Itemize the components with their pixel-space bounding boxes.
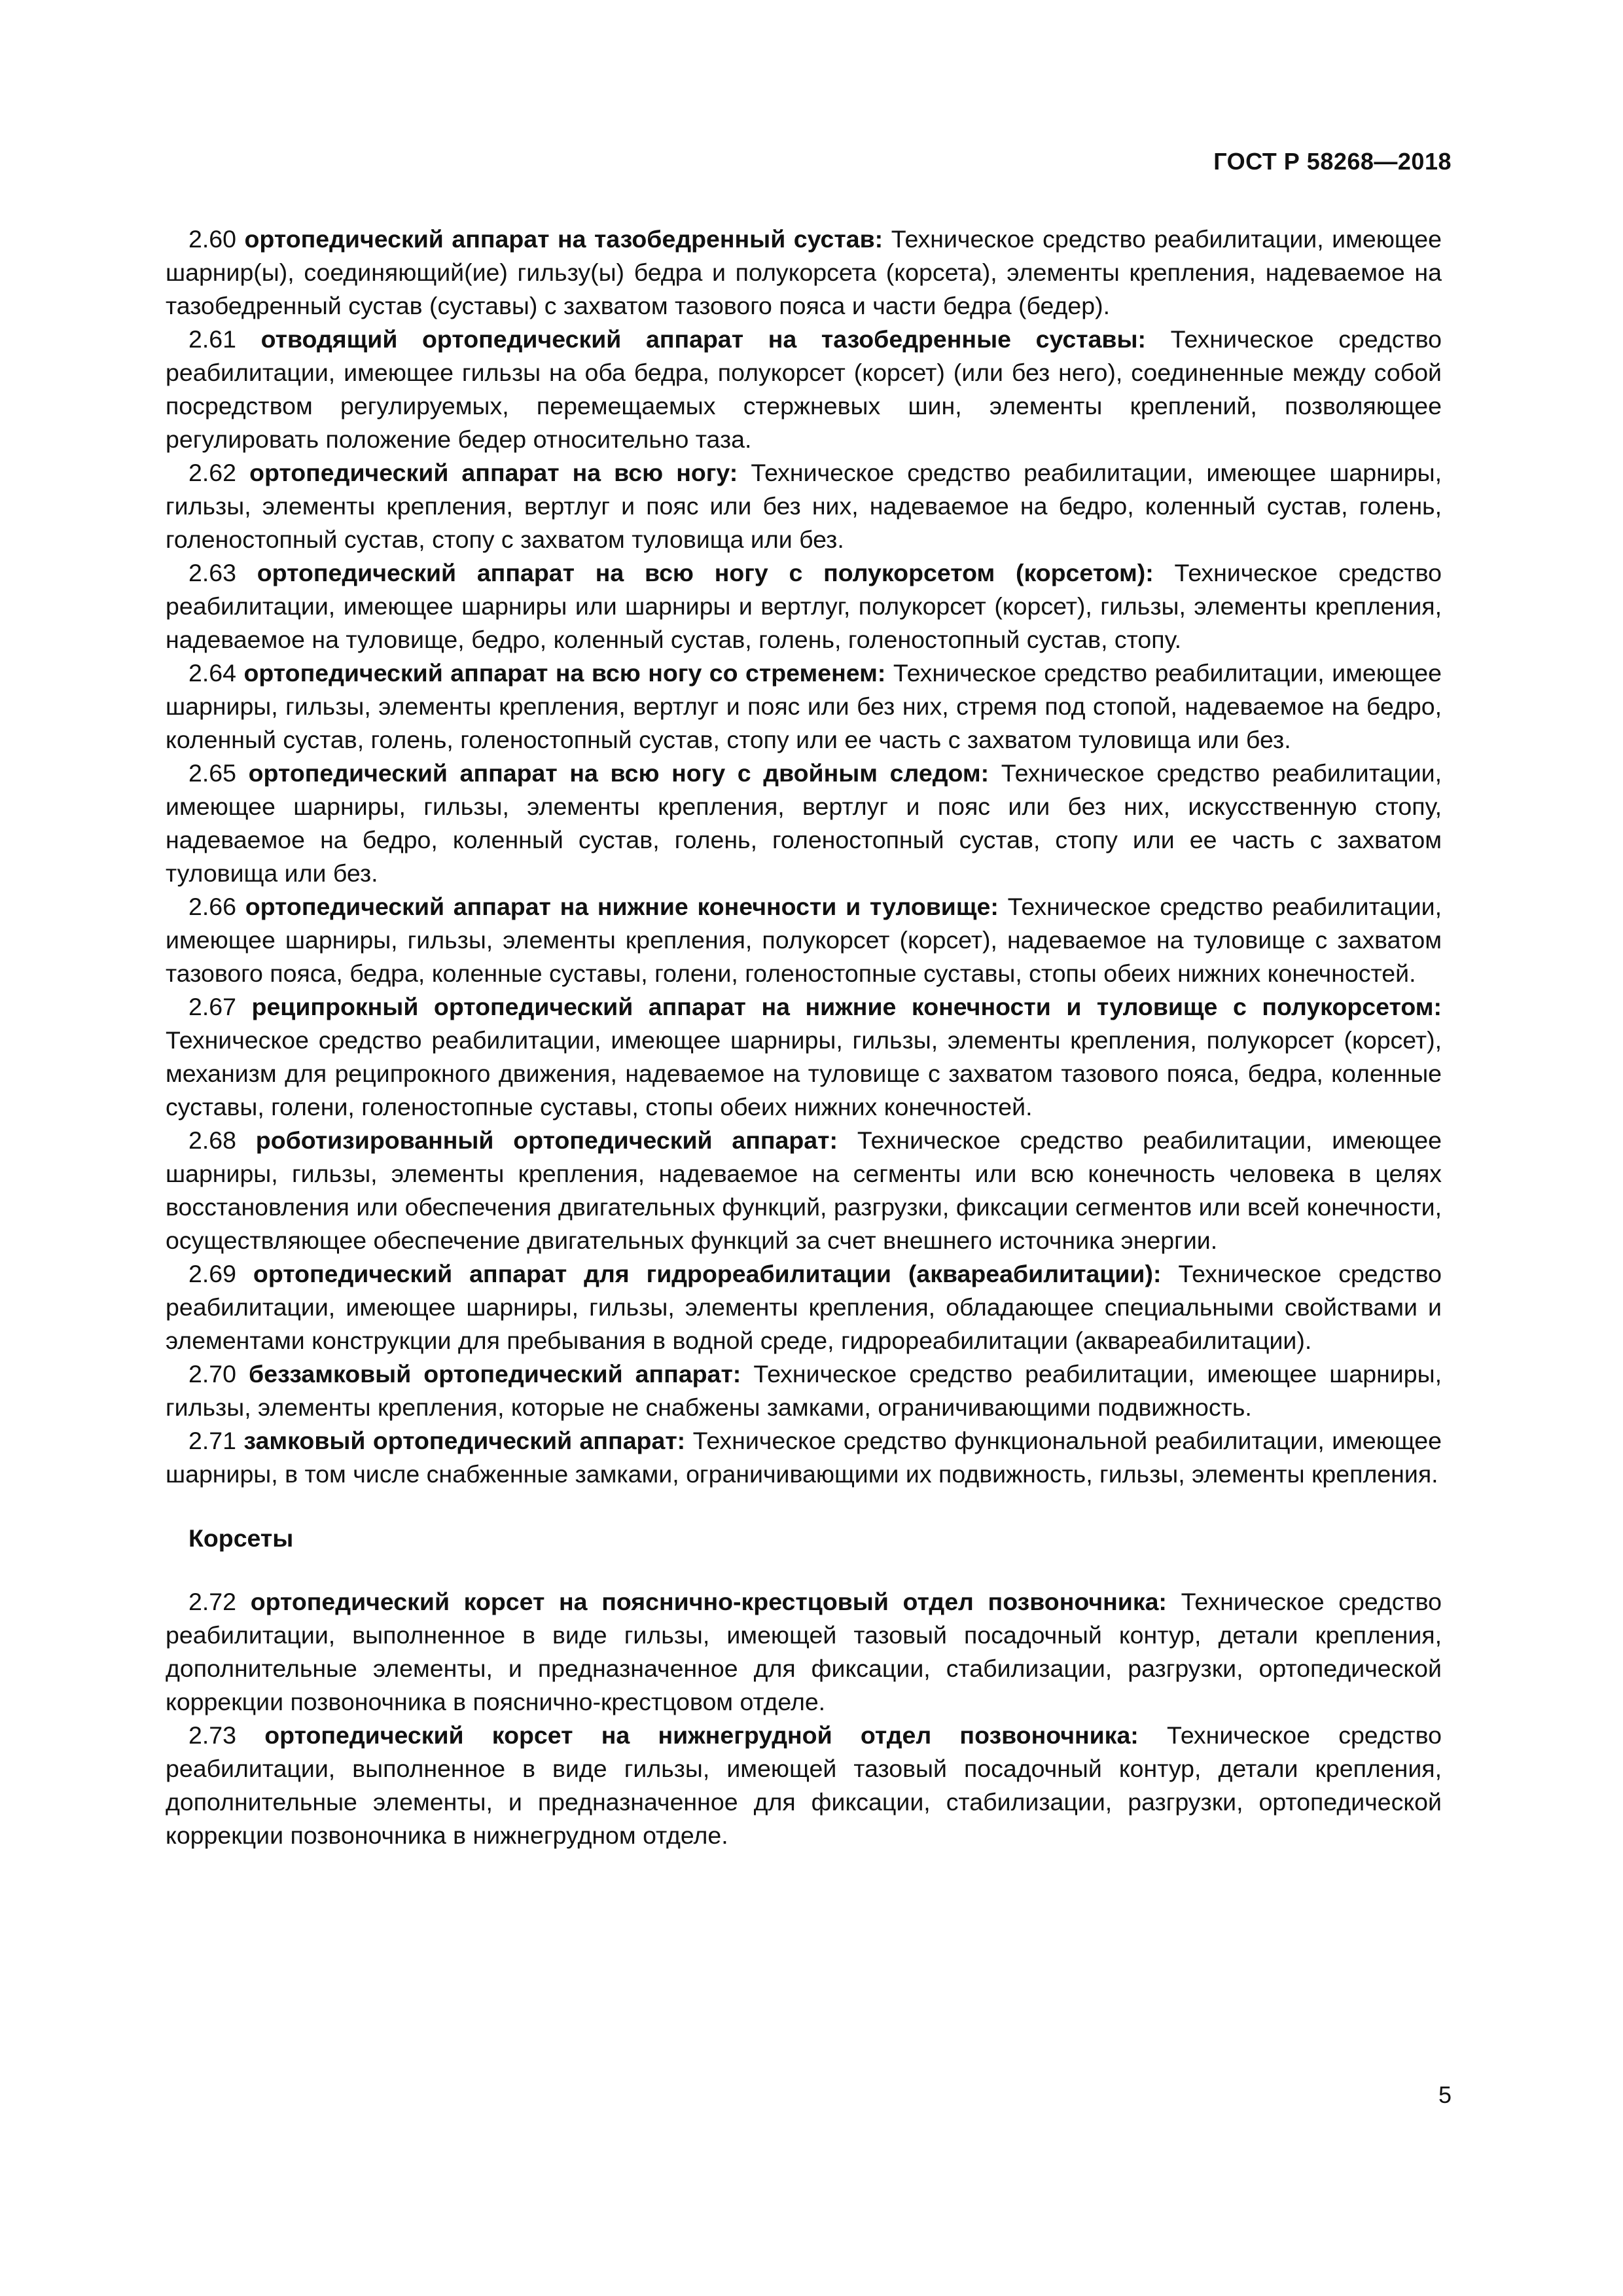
term-definition: Техническое средство реабилитации, имеющее шарниры, гильзы, элементы крепления, вертлуг и пояс или без них, стремя под стопой, надеваемое на бедро, коленный сустав, голень, голеностопный сустав, стопу или ее часть с захватом туловища или без. [166, 659, 1442, 753]
term-number: 2.68 [188, 1126, 236, 1154]
term-list-orthoses [166, 223, 1442, 1491]
term-name: ортопедический аппарат для гидрореабилитации (аквареабилитации): [253, 1260, 1162, 1287]
term-number: 2.71 [188, 1427, 236, 1454]
term-entry [166, 1585, 1442, 1719]
term-list-corsets [166, 1585, 1442, 1852]
term-definition: Техническое средство реабилитации, имеющее шарниры, гильзы, элементы крепления, вертлуг и пояс или без них, надеваемое на бедро, коленный сустав, голень, голеностопный сустав, стопу с захватом туловища или без. [166, 459, 1442, 553]
term-number: 2.67 [188, 993, 236, 1020]
term-entry [166, 556, 1442, 656]
term-entry [166, 757, 1442, 890]
term-definition: Техническое средство реабилитации, имеющее гильзы на оба бедра, полукорсет (корсет) (или без него), соединенные между собой посредством регулируемых, перемещаемых стержневых шин, элементы креплений, позволяющее регулировать положение бедер относительно таза. [166, 325, 1442, 453]
document-id-header: ГОСТ Р 58268—2018 [1213, 148, 1452, 175]
term-definition: Техническое средство реабилитации, выполненное в виде гильзы, имеющей тазовый посадочный контур, детали крепления, дополнительные элементы, и предназначенное для фиксации, стабилизации, разгрузки, ортопедической коррекции позвоночника в пояснично-крестцовом отделе. [166, 1588, 1442, 1715]
term-definition: Техническое средство функциональной реабилитации, имеющее шарниры, в том числе снабженные замками, ограничивающими их подвижность, гильзы, элементы крепления. [166, 1427, 1442, 1488]
term-number: 2.62 [188, 459, 236, 486]
term-name: роботизированный ортопедический аппарат: [255, 1126, 838, 1154]
term-name: беззамковый ортопедический аппарат: [249, 1360, 741, 1388]
term-name: замковый ортопедический аппарат: [243, 1427, 686, 1454]
term-definition: Техническое средство реабилитации, имеющее шарниры, гильзы, элементы крепления, полукорсет (корсет), надеваемое на туловище с захватом тазового пояса, бедра, коленные суставы, голени, голеностопные суставы, стопы обеих нижних конечностей. [166, 893, 1442, 987]
term-number: 2.65 [188, 759, 236, 787]
term-name: ортопедический аппарат на всю ногу с полукорсетом (корсетом): [257, 559, 1154, 586]
term-number: 2.73 [188, 1721, 236, 1749]
term-number: 2.63 [188, 559, 236, 586]
term-entry [166, 223, 1442, 323]
term-entry [166, 656, 1442, 757]
term-name: ортопедический аппарат на всю ногу со стременем: [243, 659, 886, 687]
term-entry [166, 1124, 1442, 1257]
term-entry [166, 1257, 1442, 1357]
term-number: 2.70 [188, 1360, 236, 1388]
page-number: 5 [1438, 2081, 1452, 2108]
term-name: отводящий ортопедический аппарат на тазобедренные суставы: [260, 325, 1147, 353]
term-entry [166, 323, 1442, 456]
document-body [166, 223, 1442, 1852]
term-number: 2.60 [188, 225, 236, 253]
term-entry [166, 890, 1442, 990]
term-definition: Техническое средство реабилитации, выполненное в виде гильзы, имеющей тазовый посадочный контур, детали крепления, дополнительные элементы, и предназначенное для фиксации, стабилизации, разгрузки, ортопедической коррекции позвоночника в нижнегрудном отделе. [166, 1721, 1442, 1849]
term-name: ортопедический корсет на пояснично-крестцовый отдел позвоночника: [250, 1588, 1167, 1615]
term-entry [166, 1424, 1442, 1491]
term-number: 2.61 [188, 325, 236, 353]
term-definition: Техническое средство реабилитации, имеющее шарниры, гильзы, элементы крепления, которые не снабжены замками, ограничивающими подвижность. [166, 1360, 1442, 1421]
term-entry [166, 990, 1442, 1124]
section-title-corsets: Корсеты [188, 1524, 294, 1552]
term-number: 2.72 [188, 1588, 236, 1615]
term-name: ортопедический аппарат на всю ногу с двойным следом: [248, 759, 990, 787]
term-definition: Техническое средство реабилитации, имеющее шарниры, гильзы, элементы крепления, обладающее специальными свойствами и элементами конструкции для пребывания в водной среде, гидрореабилитации (аквареабилитации). [166, 1260, 1442, 1354]
term-definition: Техническое средство реабилитации, имеющее шарниры или шарниры и вертлуг, полукорсет (корсет), гильзы, элементы крепления, надеваемое на туловище, бедро, коленный сустав, голень, голеностопный сустав, стопу. [166, 559, 1442, 653]
term-name: ортопедический аппарат на тазобедренный сустав: [244, 225, 883, 253]
term-entry [166, 1357, 1442, 1424]
term-name: ортопедический корсет на нижнегрудной отдел позвоночника: [264, 1721, 1139, 1749]
term-name: ортопедический аппарат на всю ногу: [249, 459, 738, 486]
term-name: ортопедический аппарат на нижние конечности и туловище: [245, 893, 999, 920]
term-definition: Техническое средство реабилитации, имеющее шарниры, гильзы, элементы крепления, вертлуг и пояс или без них, искусственную стопу, надеваемое на бедро, коленный сустав, голень, голеностопный сустав, стопу или ее часть с захватом туловища или без. [166, 759, 1442, 887]
term-entry [166, 1719, 1442, 1852]
term-entry [166, 456, 1442, 556]
term-name: реципрокный ортопедический аппарат на нижние конечности и туловище с полукорсетом: [251, 993, 1442, 1020]
term-definition: Техническое средство реабилитации, имеющее шарниры, гильзы, элементы крепления, полукорсет (корсет), механизм для реципрокного движения, надеваемое на туловище с захватом тазового пояса, бедра, коленные суставы, голени, голеностопные суставы, стопы обеих нижних конечностей. [166, 1026, 1442, 1121]
term-definition: Техническое средство реабилитации, имеющее шарнир(ы), соединяющий(ие) гильзу(ы) бедра и полукорсета (корсета), элементы крепления, надеваемое на тазобедренный сустав (суставы) с захватом тазового пояса и части бедра (бедер). [166, 225, 1442, 319]
term-number: 2.66 [188, 893, 236, 920]
term-definition: Техническое средство реабилитации, имеющее шарниры, гильзы, элементы крепления, надеваемое на сегменты или всю конечность человека в целях восстановления или обеспечения двигательных функций, разгрузки, фиксации сегментов или всей конечности, осуществляющее обеспечение двигательных функций за счет внешнего источника энергии. [166, 1126, 1442, 1254]
term-number: 2.64 [188, 659, 236, 687]
term-number: 2.69 [188, 1260, 236, 1287]
